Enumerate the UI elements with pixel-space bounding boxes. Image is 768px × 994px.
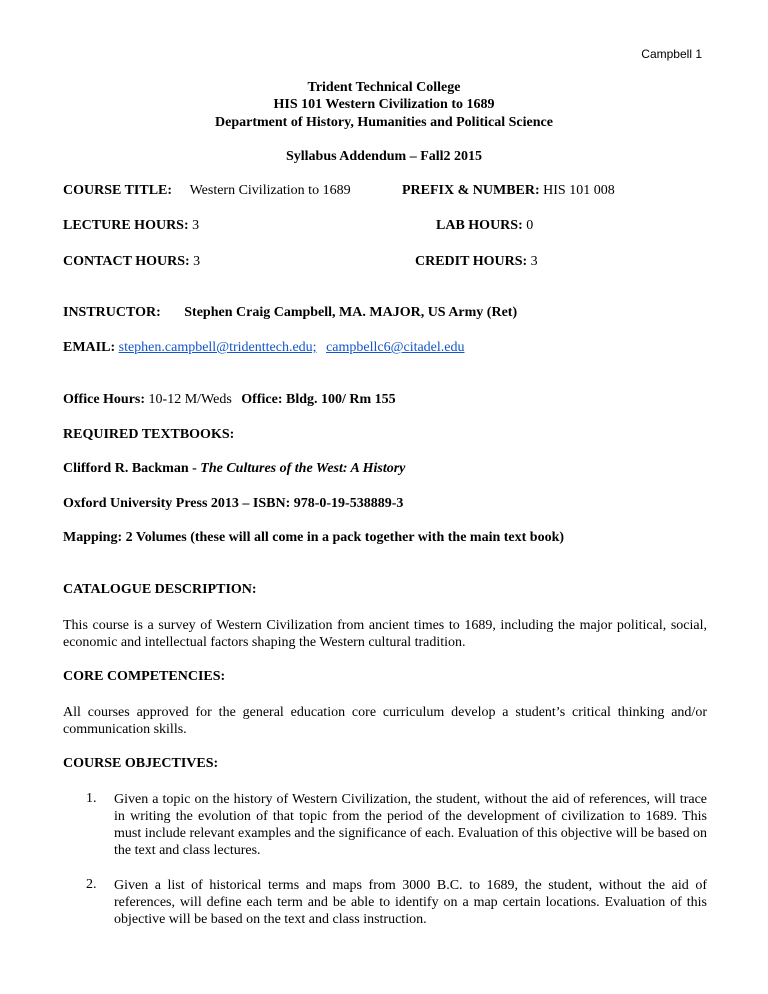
objective-2-number: 2. — [86, 877, 97, 892]
lab-hours-value: 0 — [526, 218, 534, 233]
email-label: EMAIL: — [63, 340, 116, 355]
textbook-row — [63, 461, 405, 477]
credit-hours-label: CREDIT HOURS: — [415, 254, 528, 269]
office-location-value: Bldg. 100/ Rm 155 — [286, 392, 396, 407]
course-title-value: Western Civilization to 1689 — [189, 183, 351, 198]
course-title-label: COURSE TITLE: — [63, 183, 173, 198]
catalogue-heading: CATALOGUE DESCRIPTION: — [63, 582, 257, 597]
course-heading: HIS 101 Western Civilization to 1689 — [273, 97, 495, 112]
objectives-heading: COURSE OBJECTIVES: — [63, 756, 219, 771]
contact-hours-label: CONTACT HOURS: — [63, 254, 190, 269]
credit-hours-row — [415, 254, 538, 270]
prefix-number-row — [402, 183, 615, 199]
lab-hours-row — [436, 218, 533, 234]
instructor-label: INSTRUCTOR: — [63, 305, 161, 320]
department-heading: Department of History, Humanities and Political Science — [215, 115, 553, 130]
office-hours-value: 10-12 M/Weds — [148, 392, 232, 407]
objective-1-text: Given a topic on the history of Western Civilization, the student, without the aid of references, will trace in writing the evolution of that topic from the period of the development of civilization to 1689. This must include relevant examples and the significance of each. Evaluation of this objective will be based on the text and class lectures. — [114, 792, 707, 858]
instructor-row — [63, 305, 517, 321]
email-link-primary[interactable]: stephen.campbell@tridenttech.edu; — [118, 340, 317, 355]
office-row — [63, 392, 396, 408]
office-hours-label: Office Hours: — [63, 392, 146, 407]
college-name: Trident Technical College — [307, 80, 461, 95]
page-number: Campbell 1 — [641, 47, 702, 61]
prefix-number-value: HIS 101 008 — [543, 183, 615, 198]
office-location-label: Office: — [241, 392, 283, 407]
textbook-author: Clifford R. Backman - — [63, 461, 197, 476]
email-link-secondary[interactable]: campbellc6@citadel.edu — [326, 340, 465, 355]
objective-2-text: Given a list of historical terms and maps from 3000 B.C. to 1689, the student, without the aid of references, will define each term and be able to identify on a map certain locations. Evaluation of this objective will be based on the text and class instruction. — [114, 878, 707, 927]
lab-hours-label: LAB HOURS: — [436, 218, 523, 233]
prefix-number-label: PREFIX & NUMBER: — [402, 183, 540, 198]
addendum-heading: Syllabus Addendum – Fall2 2015 — [285, 149, 483, 164]
contact-hours-row — [63, 254, 200, 270]
course-title-row — [63, 183, 351, 199]
contact-hours-value: 3 — [193, 254, 201, 269]
instructor-value: Stephen Craig Campbell, MA. MAJOR, US Army (Ret) — [184, 305, 518, 320]
lecture-hours-value: 3 — [192, 218, 200, 233]
textbook-publisher: Oxford University Press 2013 – ISBN: 978-0-19-538889-3 — [63, 496, 404, 511]
textbook-mapping: Mapping: 2 Volumes (these will all come in a pack together with the main text book) — [63, 530, 565, 545]
lecture-hours-label: LECTURE HOURS: — [63, 218, 189, 233]
textbook-title: The Cultures of the West: A History — [200, 461, 406, 476]
textbooks-heading: REQUIRED TEXTBOOKS: — [63, 427, 235, 442]
email-row — [63, 340, 465, 356]
catalogue-text: This course is a survey of Western Civilization from ancient times to 1689, including the major political, social, economic and intellectual factors shaping the Western cultural tradition. — [63, 618, 707, 650]
competencies-heading: CORE COMPETENCIES: — [63, 669, 226, 684]
objective-1-number: 1. — [86, 791, 97, 806]
lecture-hours-row — [63, 218, 199, 234]
credit-hours-value: 3 — [530, 254, 538, 269]
competencies-text: All courses approved for the general education core curriculum develop a student’s critical thinking and/or communication skills. — [63, 705, 707, 737]
